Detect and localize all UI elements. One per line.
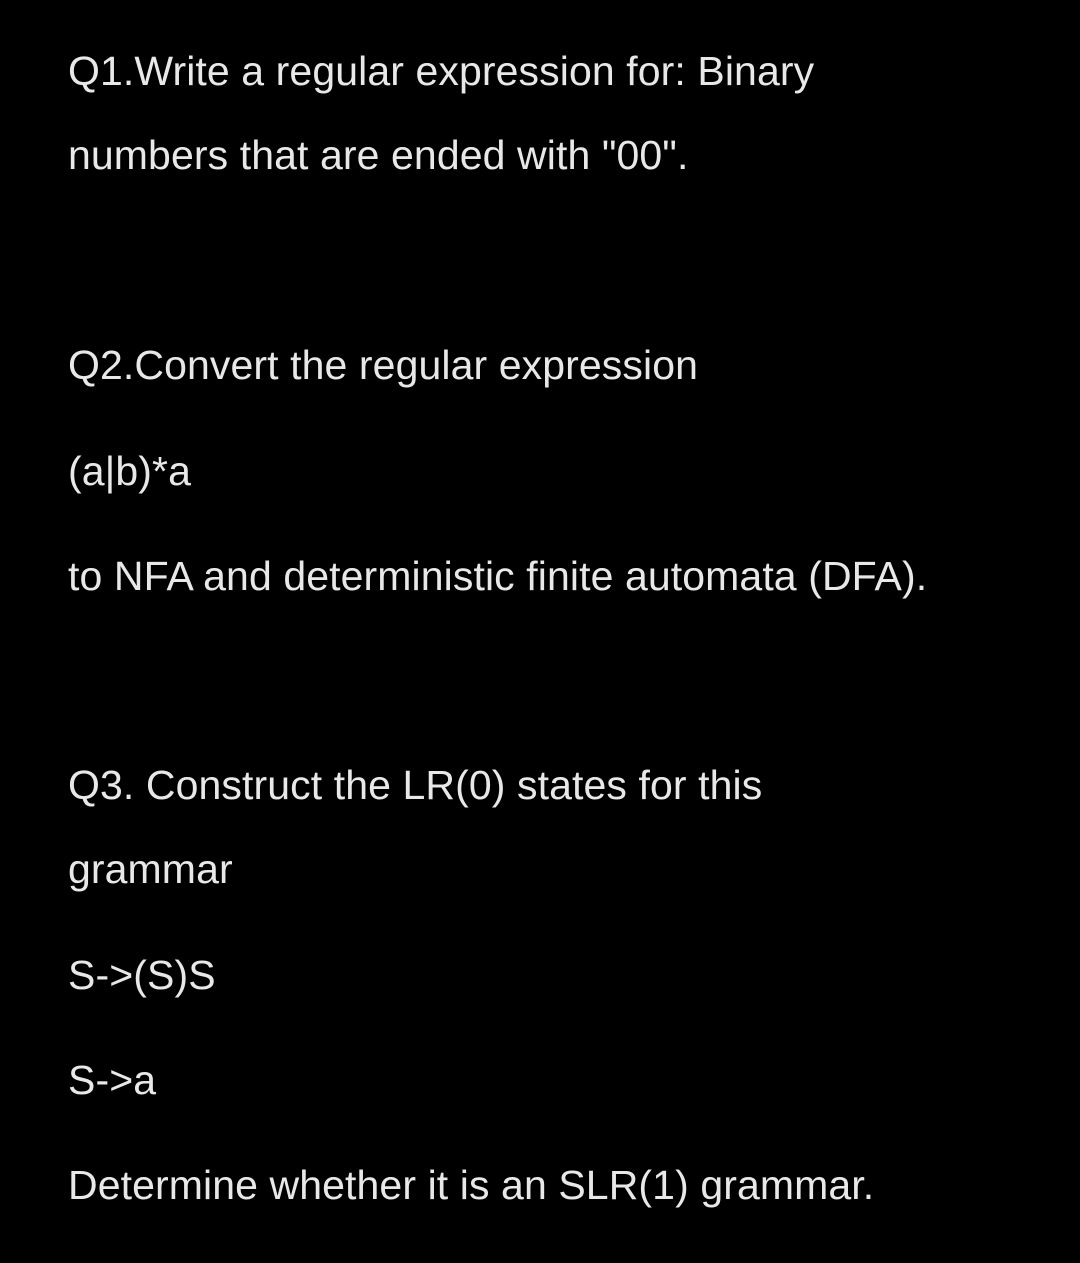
q3-line-1: Q3. Construct the LR(0) states for this — [68, 762, 763, 808]
q2-line-3: to NFA and deterministic finite automata (DFA). — [68, 553, 928, 599]
q3-grammar-rule-2: S->a — [68, 1057, 157, 1103]
q2-line-1: Q2.Convert the regular expression — [68, 342, 699, 388]
q1-line-2: numbers that are ended with "00". — [68, 132, 689, 178]
q3-line-2: grammar — [68, 846, 233, 892]
q3-line-5: Determine whether it is an SLR(1) grammar. — [68, 1162, 875, 1208]
q3-grammar-rule-1: S->(S)S — [68, 952, 216, 998]
q1-line-1: Q1.Write a regular expression for: Binary — [68, 48, 815, 94]
q2-expression: (a|b)*a — [68, 448, 192, 494]
